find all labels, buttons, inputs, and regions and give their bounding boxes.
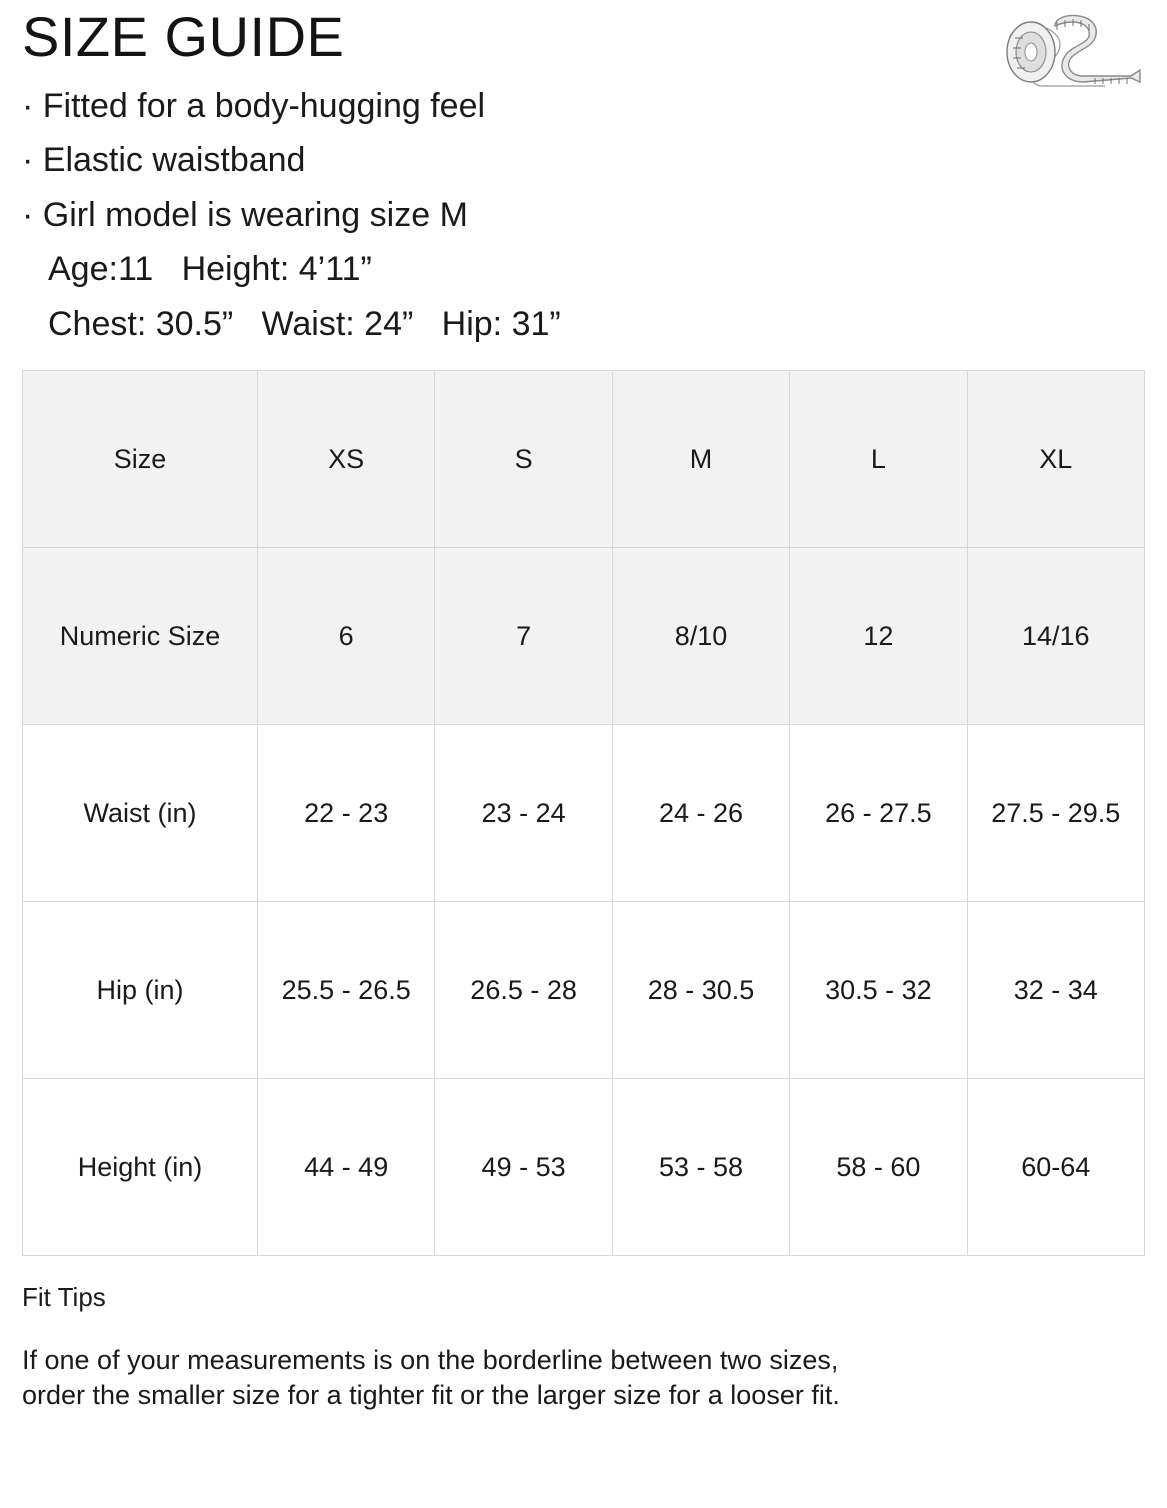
table-cell: 6 [258, 548, 435, 725]
row-label: Hip (in) [23, 902, 258, 1079]
table-cell: 26.5 - 28 [435, 902, 612, 1079]
table-row [23, 725, 1145, 902]
table-cell: 58 - 60 [790, 1079, 967, 1256]
table-header-cell: S [435, 371, 612, 548]
fit-tips-line-2: order the smaller size for a tighter fit or the larger size for a looser fit. [22, 1380, 840, 1411]
table-header-cell: M [612, 371, 789, 548]
table-cell: 32 - 34 [967, 902, 1144, 1079]
table-cell: 8/10 [612, 548, 789, 725]
table-cell: 22 - 23 [258, 725, 435, 902]
size-chart-table [22, 370, 1145, 1256]
table-cell: 14/16 [967, 548, 1144, 725]
table-cell: 28 - 30.5 [612, 902, 789, 1079]
size-guide-page [0, 5, 1167, 1508]
list-item: · Girl model is wearing size M [22, 195, 468, 234]
table-row [23, 902, 1145, 1079]
list-item: · Elastic waistband [22, 141, 306, 180]
table-cell: 26 - 27.5 [790, 725, 967, 902]
fit-tips-title: Fit Tips [22, 1282, 106, 1313]
list-item: · Fitted for a body-hugging feel [22, 86, 486, 125]
table-cell: 49 - 53 [435, 1079, 612, 1256]
fit-tips-line-1: If one of your measurements is on the borderline between two sizes, [22, 1345, 839, 1376]
table-cell: 24 - 26 [612, 725, 789, 902]
table-cell: 25.5 - 26.5 [258, 902, 435, 1079]
table-cell: 30.5 - 32 [790, 902, 967, 1079]
model-measurements-line-1: Age:11 Height: 4’11” [48, 249, 372, 288]
model-measurements-line-2: Chest: 30.5” Waist: 24” Hip: 31” [48, 305, 561, 344]
table-row [23, 1079, 1145, 1256]
row-label: Waist (in) [23, 725, 258, 902]
table-cell: 23 - 24 [435, 725, 612, 902]
page-title: SIZE GUIDE [22, 5, 345, 68]
table-cell: 53 - 58 [612, 1079, 789, 1256]
table-cell: 27.5 - 29.5 [967, 725, 1144, 902]
tape-measure-icon [995, 12, 1145, 96]
table-header-cell: XL [967, 371, 1144, 548]
table-header-row [23, 371, 1145, 548]
table-row [23, 548, 1145, 725]
table-cell: 7 [435, 548, 612, 725]
fit-tips-body [22, 1343, 1145, 1413]
highlight-list [22, 79, 1145, 352]
table-cell: 60-64 [967, 1079, 1144, 1256]
table-header-cell: L [790, 371, 967, 548]
row-label: Numeric Size [23, 548, 258, 725]
table-cell: 12 [790, 548, 967, 725]
table-header-cell: Size [23, 371, 258, 548]
row-label: Height (in) [23, 1079, 258, 1256]
table-header-cell: XS [258, 371, 435, 548]
table-cell: 44 - 49 [258, 1079, 435, 1256]
